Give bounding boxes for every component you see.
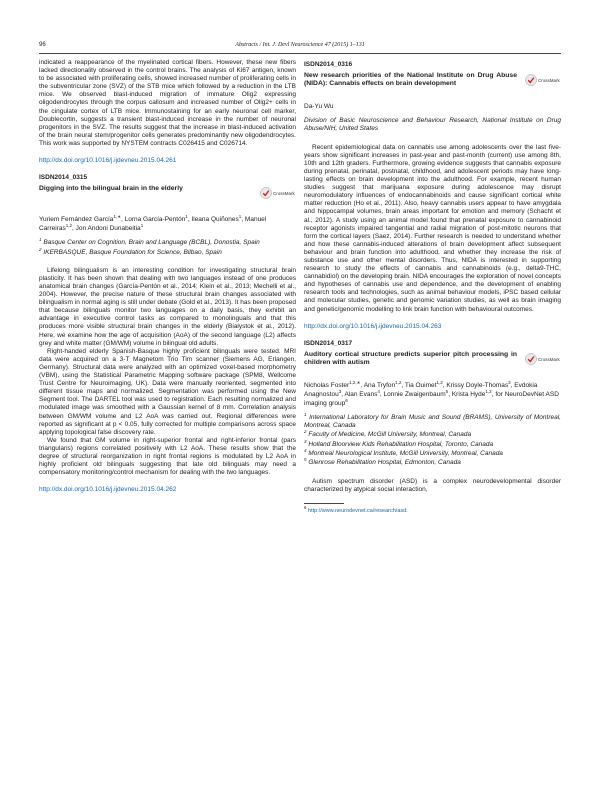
- affiliation-list: [304, 411, 561, 468]
- abstract-title: Auditory cortical structure predicts superior pitch processing in children with autism: [304, 350, 517, 367]
- crossmark-logo[interactable]: [525, 72, 561, 90]
- author: Lorna García-Pentón$^1$: [124, 214, 188, 224]
- abstract-heading: [304, 72, 561, 96]
- crossmark-logo[interactable]: [525, 351, 561, 369]
- crossmark-label: CrossMark: [538, 78, 560, 84]
- author: for NeuroDevNet ASD imaging group$^6$: [304, 390, 559, 407]
- abstract-code: ISDN2014_0316: [304, 61, 353, 68]
- continued-abstract-text: indicated a reappearance of the myelinated cortical fibers. However, these new fibers lacked directionality observed in the control brains. The analysis of Ki67 antigen, known to be associated with proliferating cells, showed increased number of proliferating cells in the subventricular zone (SVZ) of the STB mice which followed by a reduction in the LTB mice. We observed blast-induced migration of immature Olig2 expressing oligodendrocytes through the corpus callosum and increased number of Olig2+ cells in the cingulate cortex of LTB mice. Immunostaining for an early neuronal cell marker, Doublecortin, suggests a transient blast-induced increase in the number of neuronal progenitors in the SVZ. The results suggest that the increase in blast-induced activation of the brain neural stem/progenitor cells generates predominantly new oligodendrocytes. This work was supported by NYSTEM contracts C026415 and C026714.: [39, 59, 296, 147]
- abstract-heading: [304, 351, 561, 375]
- abstract-title: Digging into the bilingual brain in the elderly: [39, 185, 183, 193]
- affiliation: $^4$ Montreal Neurological Institute, McGill University, Montreal, Canada: [304, 447, 503, 458]
- footnote-link[interactable]: http://www.neurodevnet.ca/research/asd.: [308, 507, 408, 514]
- doi-link-262[interactable]: http://dx.doi.org/10.1016/j.ijdevneu.2015.04.262: [39, 486, 177, 494]
- header-rule: [39, 53, 561, 54]
- body-paragraph: We found that GM volume in right-superior frontal and right-inferior frontal (pars triangularis) regions correlated positively with L2 AoA. These results show that the degree of structural reorganization in right frontal regions is modulated by L2 AoA in highly proficient old bilinguals suggesting that late old bilinguals may need a compensatory monitoring/control mechanism for dealing with the two languages.: [39, 436, 296, 477]
- body-paragraph: Autism spectrum disorder (ASD) is a complex neurodevelopmental disorder characterized by atypical social interaction,: [304, 477, 561, 493]
- affiliation: $^3$ Holland Bloorview Kids Rehabilitation Hospital, Toronto, Canada: [304, 438, 494, 448]
- body-paragraph: Right-handed elderly Spanish-Basque highly proficient bilinguals were tested. MRI data were acquired on a 3-T Magnetom Trio Tim scanner (Siemens AG, Erlangen, Germany). Structural data were analyzed with an optimized voxel-based morphometry (VBM), using the Statistical Parametric Mapping software package (SPM8, Wellcome Trust Centre for Neuroimaging, UK). Data were manually reoriented, segmented into different tissue maps and normalized. Segmentation was performed using the New Segment tool. The DARTEL tool was used to registration. Each resulting normalized and modulated image was smoothed with a Gaussian kernel of 8 mm. Correlation analysis between GM/WM volume and L2 AoA was carried out. Regional differences were reported as significant at p < 0.05, fully corrected for multiple comparisons across space applying topological false discovery rate.: [39, 347, 296, 436]
- body-paragraph: Lifelong bilingualism is an interesting condition for investigating structural brain plasticity. It has been shown that dealing with two languages instead of one produces anatomical brain changes (García-Pentón et al., 2014; Klein et al., 2013; Mechelli et al., 2004). However, the precise nature of these structural brain changes associated with bilingualism in normal aging is still under debate (Gold et al., 2013). It has been proposed that because bilinguals monitor two languages on a daily basis, they exhibit an advantage in executive control tasks as compared to monolinguals and that this produces more visible structural brain changes in the elderly (Bialystok et al., 2012). Here, we examine how the age of acquisition (AoA) of the second language (L2) affects grey and white matter (GM/WM) volume in bilingual old adults.: [39, 266, 296, 347]
- crossmark-label: CrossMark: [273, 191, 295, 197]
- author: Ileana Quiñones$^1$: [191, 214, 242, 224]
- affiliation: $^1$ Basque Center on Cognition, Brain and Language (BCBL), Donostia, Spain: [39, 237, 260, 247]
- page-number: 96: [39, 42, 46, 48]
- abstract-heading: [39, 185, 296, 209]
- author: Tia Ouimet$^{1,2}$: [404, 379, 443, 389]
- abstract-title: New research priorities of the National Institute on Drug Abuse (NIDA): Cannabis effects on brain development: [304, 72, 517, 88]
- affiliation: $^1$ International Laboratory for Brain Music and Sound (BRAMS), University of Montreal, Montreal, Canada: [304, 411, 561, 430]
- author: Ana Tryfon$^{1,2}$: [363, 379, 402, 389]
- author: Evdokia Anagnostou$^3$: [304, 381, 538, 398]
- footnote: $^6$ http://www.neurodevnet.ca/research/asd.: [304, 504, 408, 514]
- abstract-code: ISDN2014_0315: [39, 174, 88, 182]
- crossmark-logo[interactable]: [260, 185, 296, 203]
- footnote-rule: [304, 503, 344, 504]
- affiliation-list: [304, 117, 561, 134]
- abstract-code: ISDN2014_0317: [304, 339, 353, 347]
- author-name: Da-Yu Wu: [304, 103, 334, 111]
- affiliation: $^2$ Faculty of Medicine, McGill University, Montreal, Canada: [304, 429, 472, 439]
- author: Krista Hyde$^{1,2}$: [451, 388, 492, 398]
- author: Krissy Doyle-Thomas$^3$: [446, 379, 511, 389]
- crossmark-label: CrossMark: [538, 356, 560, 362]
- author: Manuel Carreiras$^{1,2}$: [39, 216, 267, 233]
- journal-citation: Abstracts / Int. J. Devl Neuroscience 47 (2015) 1–131: [235, 42, 365, 48]
- affiliation: $^2$ IKERBASQUE, Basque Foundation for Science, Bilbao, Spain: [39, 246, 222, 256]
- author-list: Nicholas Foster$^{1,2,∗}$, Ana Tryfon$^{1,2}$, Tia Ouimet$^{1,2}$, Krissy Doyle-Thomas$^3$, Evdokia Anagnostou$^3$, Alan Evans$^4$, Lonnie Zwaigenbaum$^5$, Krista Hyde$^{1,2}$, for NeuroDevNet ASD imaging group$^6$: [304, 379, 559, 407]
- body-paragraph: Recent epidemiological data on cannabis use among adolescents over the last five-years show significant increases in past-year and past-month (current) use among 8th, 10th and 12th graders. Furthermore, growing evidence suggests that cannabis exposure during prenatal, perinatal, postnatal, childhood, and adolescent periods may have long-lasting effects on brain development into the adulthood. For example, recent human studies suggest that marijuana exposure during adolescence may disrupt neuromodulatory influences of endocannabinoids and cause significant cortical white matter reduction (Ho et al., 2011). Also, heavy cannabis users appear to have amygdala and hippocampal volumes, brain areas important for emotion and memory (Schacht et al., 2012). A study using an animal model found that prenatal exposure to cannabinoid receptor agonists impaired tangential and radial migration of post-mitotic neurons that form the cortical layers (Saez, 2014). Further research is needed to understand whether and how these cannabis-induced alterations of brain development affect subsequent behaviour and brain function into adulthood, and whether they increase the risk of substance use and other mental disorders. Thus, NIDA is interested in supporting research to study the effects of cannabis and cannabinoids (e.g., delta9-THC, cannabidiol) on the developing brain. NIDA encourages the exploration of novel concepts and hypotheses of cannabis use and dependence, and the development of enabling research tools and technologies, such as animal behaviour models, iPSC based cellular and molecular studies, genetic and genomic variation studies, as well as brain imaging and genetic/genomic modelling to link brain function with behavioural outcomes.: [304, 143, 561, 313]
- right-column: [304, 59, 561, 515]
- author-list: Yuriem Fernández García$^{1,∗}$, Lorna García-Pentón$^1$, Ileana Quiñones$^1$, Manuel Carreiras$^{1,2}$, Jon Andoni Dunabeitia$^1$: [39, 214, 267, 233]
- author: Yuriem Fernández García$^{1,∗}$: [39, 214, 121, 224]
- left-column: [39, 59, 296, 503]
- affiliation: Division of Basic Neuroscience and Behaviour Research, National Institute on Drug Abuse/NIH, United States: [304, 117, 561, 133]
- author: Jon Andoni Dunabeitia$^1$: [75, 223, 144, 233]
- author: Alan Evans$^4$: [344, 388, 380, 398]
- affiliation: $^5$ Glenrose Rehabilitation Hospital, Edmonton, Canada: [304, 457, 461, 467]
- doi-link-263[interactable]: http://dx.doi.org/10.1016/j.ijdevneu.2015.04.263: [304, 322, 442, 330]
- affiliation-list: [39, 239, 296, 257]
- doi-link-261[interactable]: http://dx.doi.org/10.1016/j.ijdevneu.2015.04.261: [39, 157, 177, 165]
- author: Lonnie Zwaigenbaum$^5$: [383, 388, 449, 398]
- author: Nicholas Foster$^{1,2,∗}$: [304, 379, 361, 389]
